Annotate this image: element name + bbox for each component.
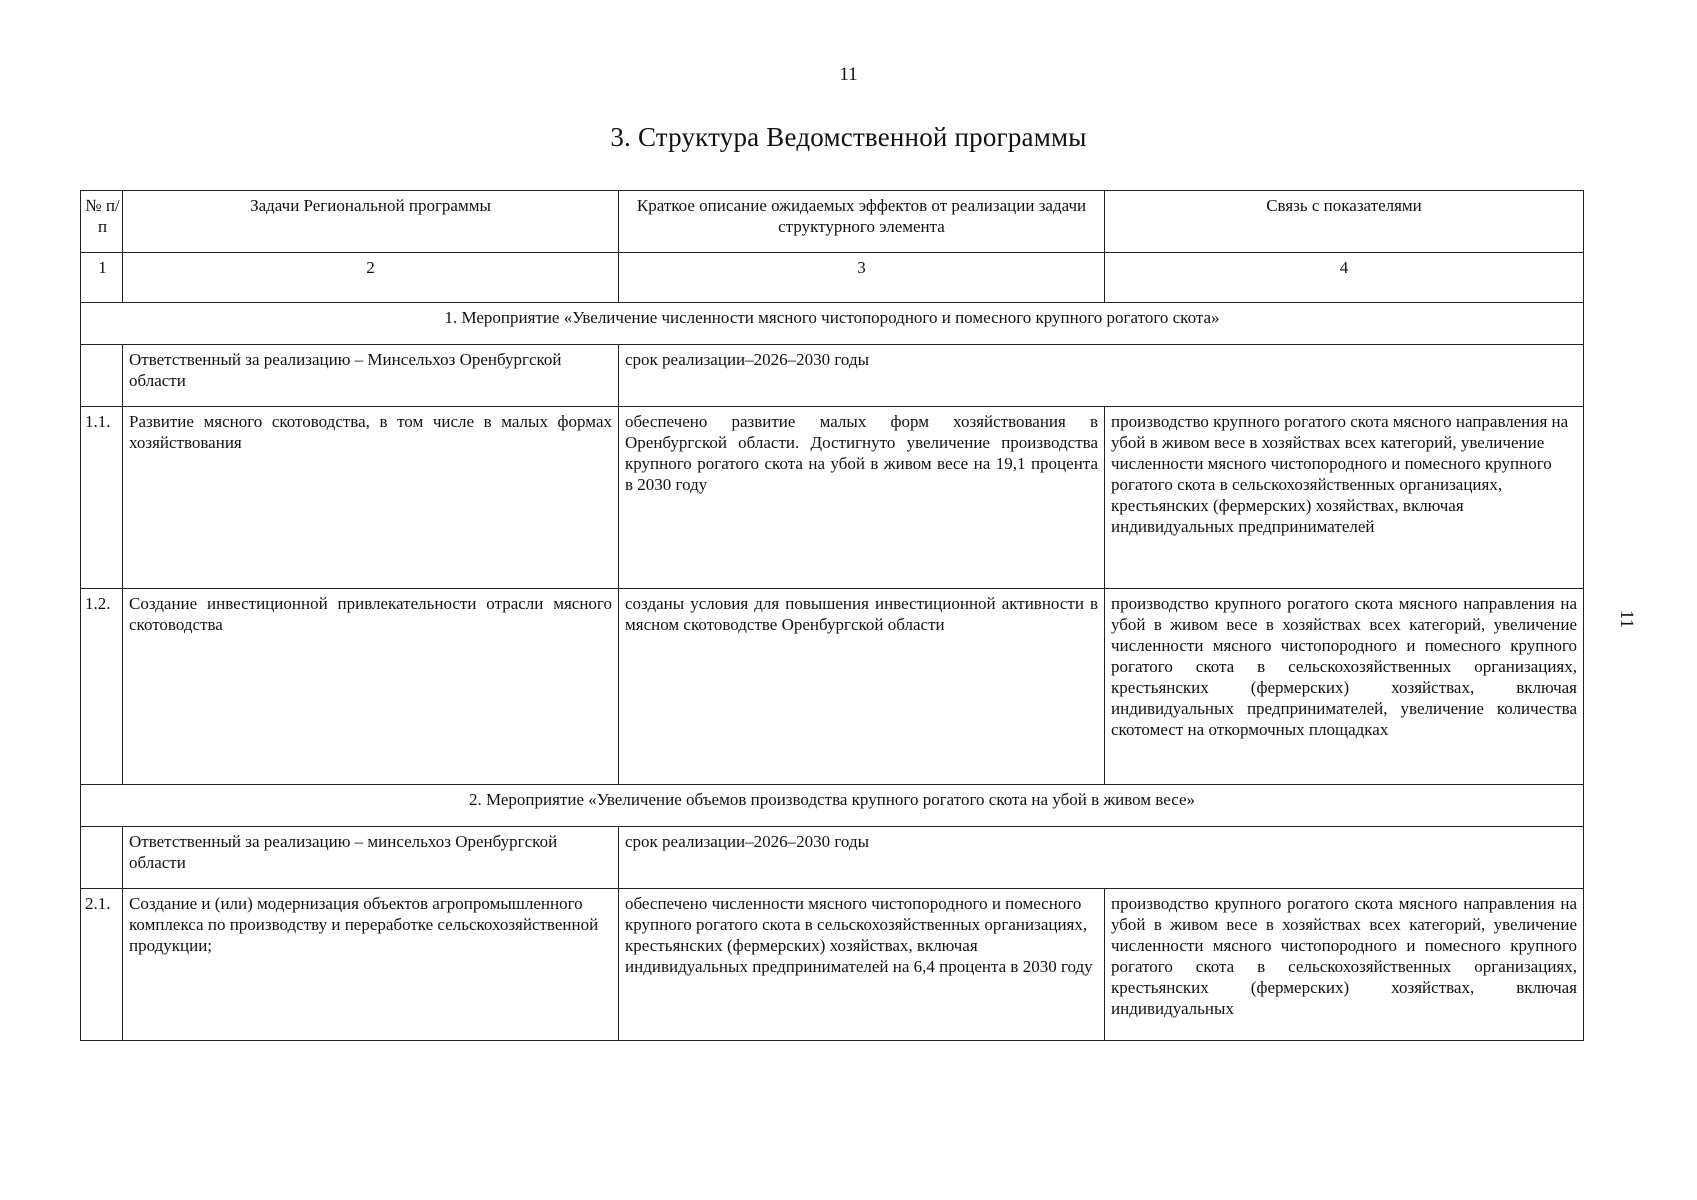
effect-cell: созданы условия для повышения инвестиционной активности в мясном скотоводстве Оренбургской области bbox=[619, 589, 1105, 785]
task-cell: Создание инвестиционной привлекательности отрасли мясного скотоводства bbox=[123, 589, 619, 785]
column-number-cell: 3 bbox=[619, 253, 1105, 303]
side-page-number: 11 bbox=[1616, 609, 1638, 629]
table-header-row bbox=[81, 191, 1584, 253]
table-row bbox=[81, 407, 1584, 589]
term-cell: срок реализации–2026–2030 годы bbox=[619, 345, 1584, 407]
column-number-row bbox=[81, 253, 1584, 303]
column-number-cell: 4 bbox=[1105, 253, 1584, 303]
task-cell: Развитие мясного скотоводства, в том числе в малых формах хозяйствования bbox=[123, 407, 619, 589]
section-title-row bbox=[81, 785, 1584, 827]
section-title: 1. Мероприятие «Увеличение численности мясного чистопородного и помесного крупного рогатого скота» bbox=[81, 303, 1584, 345]
effect-cell: обеспечено развитие малых форм хозяйствования в Оренбургской области. Достигнуто увеличение производства крупного рогатого скота на убой в живом весе на 19,1 процента в 2030 году bbox=[619, 407, 1105, 589]
effect-cell: обеспечено численности мясного чистопородного и помесного крупного рогатого скота в сельскохозяйственных организациях, крестьянских (фермерских) хозяйствах, включая индивидуальных предпринимателей на 6,4 процента в 2030 году bbox=[619, 889, 1105, 1041]
table-row bbox=[81, 589, 1584, 785]
page-number: 11 bbox=[839, 64, 858, 85]
section-title-row bbox=[81, 303, 1584, 345]
empty-cell bbox=[81, 827, 123, 889]
column-number-cell: 2 bbox=[123, 253, 619, 303]
responsible-cell: Ответственный за реализацию – минсельхоз Оренбургской области bbox=[123, 827, 619, 889]
header-cell-tasks: Задачи Региональной программы bbox=[123, 191, 619, 253]
responsible-row bbox=[81, 827, 1584, 889]
indicators-cell: производство крупного рогатого скота мясного направления на убой в живом весе в хозяйствах всех категорий, увеличение численности мясного чистопородного и помесного крупного рогатого скота в сельскохозяйственных организациях, крестьянских (фермерских) хозяйствах, включая индивидуальных предпринимателей, увеличение количества скотомест на откормочных площадках bbox=[1105, 589, 1584, 785]
row-number: 1.2. bbox=[81, 589, 123, 785]
empty-cell bbox=[81, 345, 123, 407]
responsible-cell: Ответственный за реализацию – Минсельхоз Оренбургской области bbox=[123, 345, 619, 407]
column-number-cell: 1 bbox=[81, 253, 123, 303]
row-number: 2.1. bbox=[81, 889, 123, 1041]
indicators-cell: производство крупного рогатого скота мясного направления на убой в живом весе в хозяйствах всех категорий, увеличение численности мясного чистопородного и помесного крупного рогатого скота в сельскохозяйственных организациях, крестьянских (фермерских) хозяйствах, включая индивидуальных предпринимателей bbox=[1105, 407, 1584, 589]
header-cell-indicators: Связь с показателями bbox=[1105, 191, 1584, 253]
section-title: 2. Мероприятие «Увеличение объемов производства крупного рогатого скота на убой в живом весе» bbox=[81, 785, 1584, 827]
document-title: 3. Структура Ведомственной программы bbox=[610, 122, 1087, 152]
table-row bbox=[81, 889, 1584, 1041]
header-cell-number: № п/п bbox=[81, 191, 123, 253]
structure-table bbox=[80, 190, 1584, 1041]
indicators-cell: производство крупного рогатого скота мясного направления на убой в живом весе в хозяйствах всех категорий, увеличение численности мясного чистопородного и помесного крупного рогатого скота в сельскохозяйственных организациях, крестьянских (фермерских) хозяйствах, включая индивидуальных bbox=[1105, 889, 1584, 1041]
responsible-row bbox=[81, 345, 1584, 407]
term-cell: срок реализации–2026–2030 годы bbox=[619, 827, 1584, 889]
row-number: 1.1. bbox=[81, 407, 123, 589]
header-cell-effects: Краткое описание ожидаемых эффектов от реализации задачи структурного элемента bbox=[619, 191, 1105, 253]
task-cell: Создание и (или) модернизация объектов агропромышленного комплекса по производству и переработке сельскохозяйственной продукции; bbox=[123, 889, 619, 1041]
